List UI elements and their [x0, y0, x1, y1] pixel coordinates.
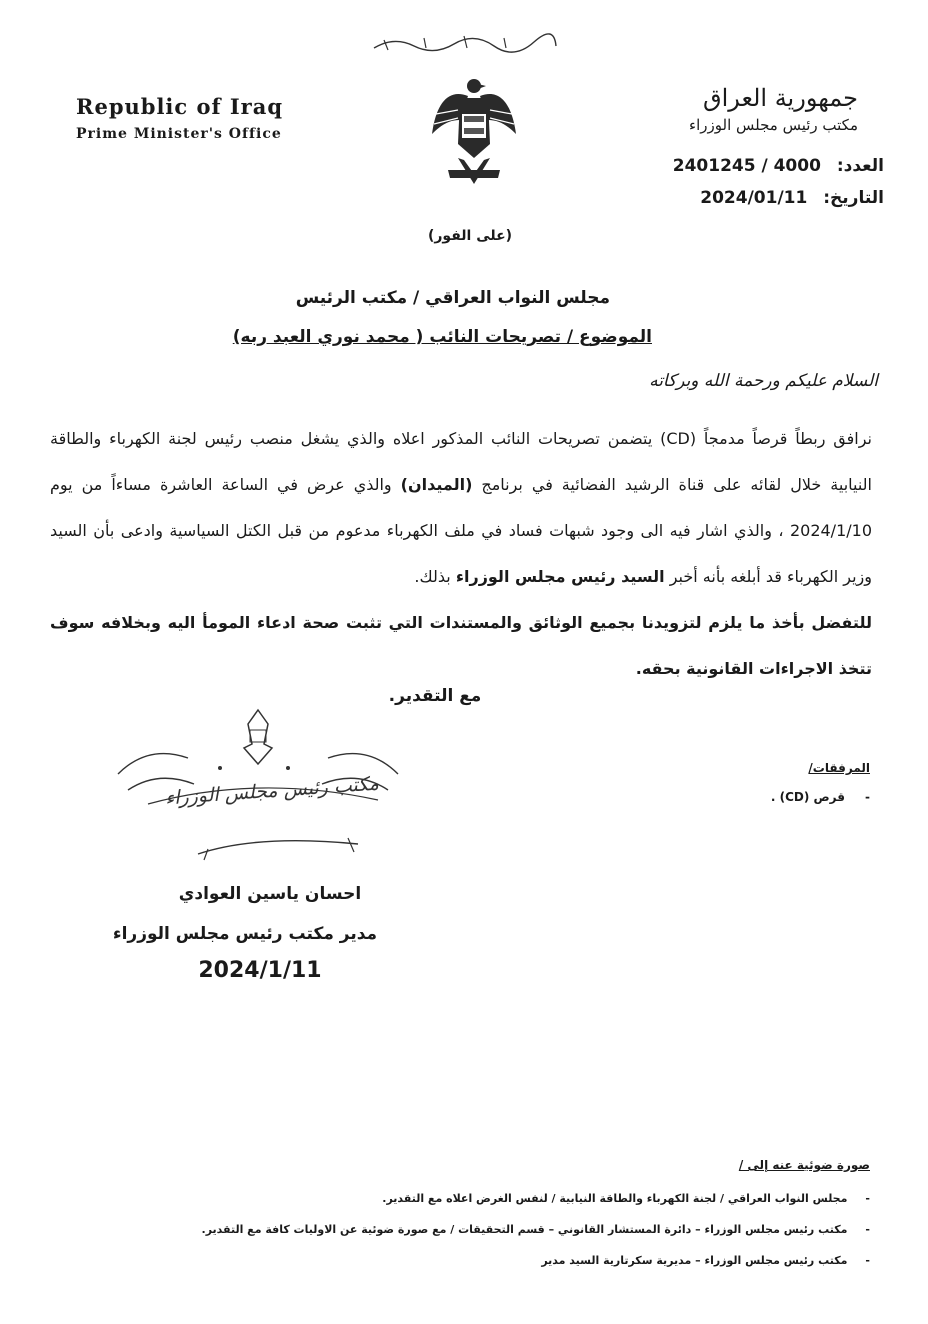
greeting: السلام عليكم ورحمة الله وبركاته [649, 371, 878, 391]
basmala-calligraphy [364, 30, 564, 56]
attachment-item-text: قرص (CD) . [770, 790, 846, 804]
subject-line [200, 327, 652, 347]
subject-text: الموضوع / تصريحات النائب ( محمد نوري العبد ربه) [232, 327, 652, 347]
office-seal-stamp [108, 704, 408, 864]
cc-item: -مجلس النواب العراقي / لجنة الكهرباء والطاقة النيابية / لنفس الغرض اعلاه مع التقدير. [382, 1192, 870, 1205]
body-paragraph-2: للتفضل بأخذ ما يلزم لتزويدنا بجميع الوثائق والمستندات التي تثبت صحة ادعاء المومأ اليه وبخلافه سوف تتخذ الاجراءات القانونية بحقه. [50, 613, 872, 678]
reference-date-value: 2024/01/11 [700, 188, 808, 208]
header-ar-country: جمهورية العراق [702, 84, 858, 112]
cc-item-2-text: مكتب رئيس مجلس الوزراء – دائرة المستشار القانوني – قسم التحقيقات / مع صورة ضوئية عن الاوليات كافة مع التقدير. [201, 1223, 848, 1236]
signature-date: 2024/1/11 [198, 958, 322, 983]
addressee: مجلس النواب العراقي / مكتب الرئيس [295, 288, 610, 308]
program-name: (الميدان) [400, 475, 473, 494]
header-ar-office: مكتب رئيس مجلس الوزراء [689, 116, 858, 134]
cc-item: -مكتب رئيس مجلس الوزراء – مديرية سكرتارية السيد مدير [541, 1254, 870, 1267]
body-paragraph-1-part-3: بذلك. [414, 567, 456, 586]
seal-text: مكتب رئيس مجلس الوزراء [164, 772, 380, 810]
reference-number-label: العدد: [836, 156, 884, 176]
attachments-title: المرفقات/ [808, 761, 870, 775]
header-en-country: Republic of Iraq [76, 94, 284, 119]
reference-number-value: 2401245 / 4000 [672, 156, 821, 176]
signatory-name: احسان ياسين العوادي [178, 884, 362, 904]
body-paragraph-1-part-1: نرافق ربطاً قرصاً مدمجاً (CD) يتضمن تصريحات النائب المذكور اعلاه والذي يشغل منصب رئيس لجنة الكهرباء والطاقة النيابية خلال لقائه على قناة الرشيد الفضائية في برنامج [50, 429, 873, 494]
attachment-item: -قرص (CD) . [770, 790, 870, 804]
cc-item: -مكتب رئيس مجلس الوزراء – دائرة المستشار القانوني – قسم التحقيقات / مع صورة ضوئية عن الاوليات كافة مع التقدير. [201, 1223, 870, 1236]
body-paragraph-1-part-2: والذي عرض في الساعة العاشرة مساءاً من يوم 2024/1/10 ، والذي اشار فيه الى وجود شبهات فساد في ملف الكهرباء مدعوم من قبل الكتل السياسية وادعى بأن السيد وزير الكهرباء قد أبلغه بأنه أخبر [50, 475, 872, 586]
letter-body [50, 416, 872, 692]
urgency-note: (على الفور) [427, 228, 513, 244]
iraq-eagle-emblem-icon [428, 74, 520, 192]
cc-item-3-text: مكتب رئيس مجلس الوزراء – مديرية سكرتارية السيد مدير [541, 1254, 848, 1267]
cc-title: صورة ضوئية عنه إلى / [738, 1158, 870, 1172]
closing-regards: مع التقدير. [388, 686, 482, 706]
header-en-office: Prime Minister's Office [76, 126, 282, 142]
reference-number-row [673, 156, 884, 176]
cc-item-1-text: مجلس النواب العراقي / لجنة الكهرباء والطاقة النيابية / لنفس الغرض اعلاه مع التقدير. [382, 1192, 848, 1205]
signatory-title: مدير مكتب رئيس مجلس الوزراء [112, 924, 378, 944]
reference-date-label: التاريخ: [823, 188, 884, 208]
prime-minister-reference: السيد رئيس مجلس الوزراء [455, 567, 665, 586]
reference-date-row [700, 188, 884, 208]
